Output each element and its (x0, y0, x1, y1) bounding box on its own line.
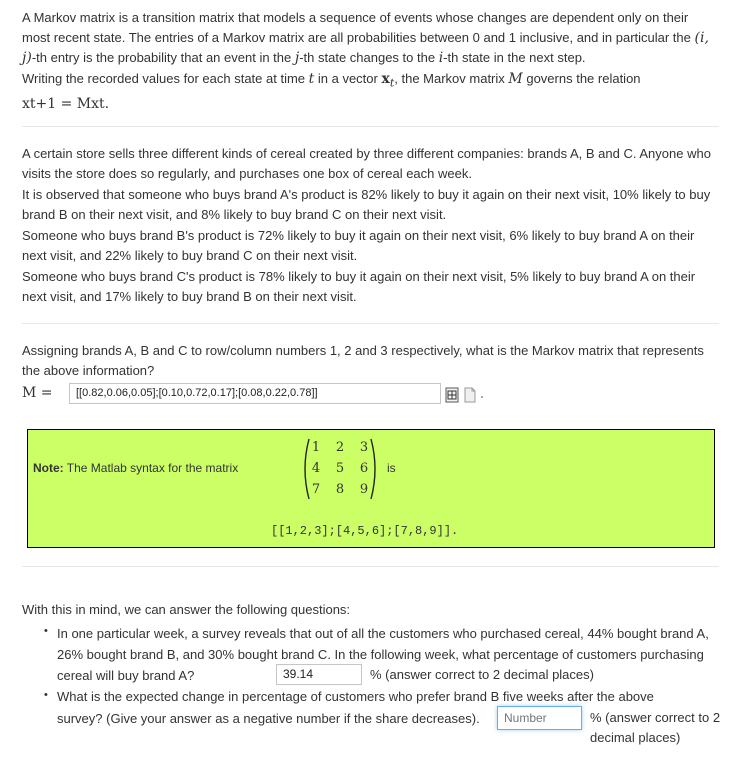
matrix-cell: 6 (359, 461, 369, 476)
intro-text-c: -th state changes to the (299, 50, 439, 65)
scenario-paragraph-3: Someone who buys brand B's product is 72% likely to buy it again on their next visit, 6% likely to buy brand A on their next visit, and 22% likely to buy brand C on their next visit. (22, 228, 695, 263)
q3-answer-input[interactable] (497, 706, 582, 730)
intro2-t: t (308, 71, 315, 87)
scenario-paragraph-1: A certain store sells three different kinds of cereal created by three different companies: brands A, B and C. Anyone who visits the store does so regularly, and purchases one box of cereal each week. (22, 146, 711, 181)
note-label: Note: (33, 461, 64, 475)
scenario-section (22, 144, 714, 307)
matrix-cell: 5 (335, 461, 345, 476)
divider (22, 126, 719, 127)
intro-text-d: -th state in the next step. (443, 50, 586, 65)
q2-suffix: % (answer correct to 2 decimal places) (370, 667, 594, 682)
intro2-a: Writing the recorded values for each state at time (22, 71, 309, 86)
scenario-paragraph-2: It is observed that someone who buys brand A's product is 82% likely to buy it again on their next visit, 10% likely to buy brand B on their next visit, and 8% likely to buy brand C on their next visit. (22, 187, 711, 222)
bullet: • (44, 689, 48, 701)
question-3-text: What is the expected change in percentage of customers who prefer brand B five weeks after the above survey? (Give your answer as a negative number if the share decreases). (57, 689, 654, 726)
question-1-text: Assigning brands A, B and C to row/column numbers 1, 2 and 3 respectively, what is the Markov matrix that represents the above information? (22, 343, 704, 378)
document-icon[interactable] (463, 387, 477, 403)
q2-answer-value: 39.14 (283, 667, 314, 681)
intro-j: j (294, 50, 300, 66)
intro2-b: in a vector (314, 71, 382, 86)
intro-paragraph-2 (22, 69, 714, 94)
intro-text-b: -th entry is the probability that an event in the (31, 50, 295, 65)
q3-suffix: % (answer correct to 2 decimal places) (590, 710, 721, 745)
intro-paragraph-1 (22, 8, 714, 68)
intro2-x: x (381, 71, 390, 87)
matrix-cell: 8 (335, 482, 345, 497)
question-2-text: In one particular week, a survey reveals that out of all the customers who purchased cereal, 44% bought brand A, 26% bought brand B, and 30% bought brand C. In the following week, what percentage of customers purchasing cereal will buy brand A? (57, 626, 709, 683)
intro2-xsub: t (389, 76, 395, 90)
matrix-answer-value: [[0.82,0.06,0.05];[0.10,0.72,0.17];[0.08,0.22,0.78]] (76, 387, 318, 399)
matrix-cell: 2 (335, 440, 345, 455)
relation-equation (22, 94, 714, 114)
intro2-M: M (508, 71, 523, 87)
divider (22, 566, 719, 567)
note-body: The Matlab syntax for the matrix (63, 461, 239, 475)
intro-text-a: A Markov matrix is a transition matrix that models a sequence of events whose changes are dependent only on their most recent state. The entries of a Markov matrix are all probabilities between 0 and 1 inclusive, and in particular the (22, 10, 695, 45)
matrix-label (22, 385, 53, 401)
q2-answer-input[interactable] (276, 664, 362, 685)
matlab-syntax: [[1,2,3];[4,5,6];[7,8,9]]. (271, 524, 459, 538)
matrix-cell: 9 (359, 482, 369, 497)
questions-intro-text: With this in mind, we can answer the following questions: (22, 602, 351, 617)
matrix-cell: 3 (359, 440, 369, 455)
matrix-cell: 1 (311, 440, 321, 455)
matrix-tool-icon[interactable] (445, 387, 459, 403)
matrix-cell: 4 (311, 461, 321, 476)
bullet: • (44, 625, 48, 637)
note-text (33, 461, 238, 475)
divider (22, 323, 719, 324)
example-matrix (300, 437, 380, 501)
intro-section (22, 8, 714, 114)
note-box (27, 429, 715, 548)
questions-intro (22, 600, 714, 620)
matrix-label-text: M = (22, 385, 53, 401)
intro2-c: , the Markov matrix (394, 71, 509, 86)
question-1 (22, 341, 714, 381)
equation-text: xt+1 = Mxt. (22, 95, 110, 112)
dot-indicator (481, 396, 483, 398)
intro2-d: governs the relation (522, 71, 641, 86)
matrix-answer-input[interactable] (69, 383, 441, 404)
scenario-paragraph-4: Someone who buys brand C's product is 78% likely to buy it again on their next visit, 5% likely to buy brand A on their next visit, and 17% likely to buy brand B on their next visit. (22, 269, 696, 304)
intro-i: i (438, 50, 444, 66)
intro-ij: (i, j) (22, 30, 709, 66)
matrix-cell: 7 (311, 482, 321, 497)
note-after: is (387, 461, 396, 475)
